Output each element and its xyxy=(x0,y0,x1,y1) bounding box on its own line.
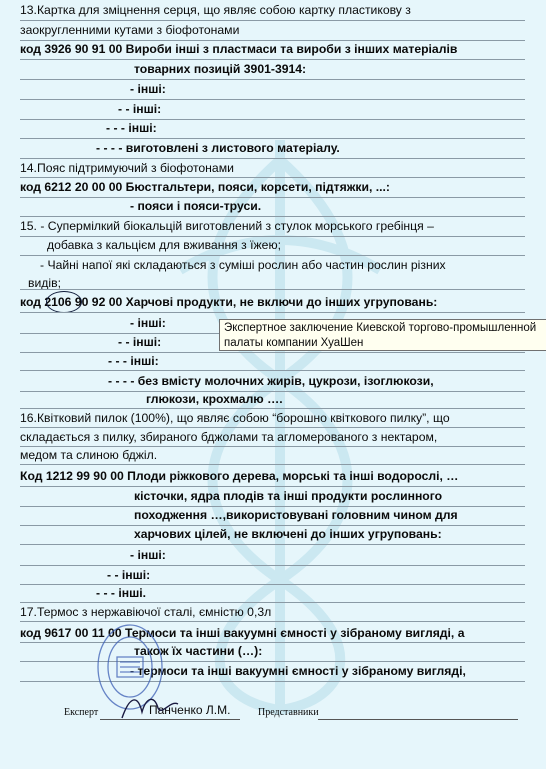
underline xyxy=(20,565,525,566)
underline xyxy=(20,427,525,428)
underline xyxy=(20,464,525,465)
underline xyxy=(20,352,525,353)
text-line: 16.Квітковий пилок (100%), що являє собою “борошно квіткового пилку”, що xyxy=(20,411,450,425)
underline xyxy=(20,197,525,198)
text-line: 15. - Супермілкий біокальцій виготовлений з стулок морського гребінця – xyxy=(20,219,434,233)
tooltip: Экспертное заключение Киевской торгово-промышленной палаты компании ХуаШен xyxy=(219,319,546,351)
code-line: походження …,використовувані головним чином для xyxy=(134,508,458,522)
signature-line xyxy=(318,719,518,720)
subitem-line: - інші: xyxy=(130,316,166,330)
text-line: - Чайні напої які складаються з суміші рослин або частин рослин різних xyxy=(40,258,446,272)
subitem-line: - пояси і пояси-труси. xyxy=(130,199,262,213)
handwritten-signature xyxy=(120,690,180,722)
underline xyxy=(20,446,525,447)
subitem-line: - - - - виготовлені з листового матеріалу. xyxy=(96,141,340,155)
handwritten-circle-mark xyxy=(46,291,82,313)
text-line: 14.Пояс підтримуючий з біофотонами xyxy=(20,161,234,175)
underline xyxy=(20,370,525,371)
code-line: код 6212 20 00 00 Бюстгальтери, пояси, корсети, підтяжки, ...: xyxy=(20,180,390,194)
subitem-line: - - інші: xyxy=(118,335,162,349)
underline xyxy=(20,177,525,178)
underline xyxy=(20,255,525,256)
text-line: медом та слиною бджіл. xyxy=(20,448,158,462)
subitem-line: - - - інші. xyxy=(96,586,147,600)
code-line: також їх частини (…): xyxy=(134,644,263,658)
underline xyxy=(20,216,525,217)
underline xyxy=(20,158,525,159)
representatives-label: Представники xyxy=(258,707,319,718)
code-line: код 3926 90 91 00 Вироби інші з пластмаси та вироби з інших матеріалів xyxy=(20,42,458,56)
subitem-line: - - - інші: xyxy=(108,354,159,368)
underline xyxy=(20,506,525,507)
underline xyxy=(20,236,525,237)
subitem-line: - - - - без вмісту молочних жирів, цукрози, ізоглюкози, xyxy=(108,374,434,388)
underline xyxy=(20,289,525,290)
expert-name: Панченко Л.М. xyxy=(149,703,231,717)
underline xyxy=(20,79,525,80)
underline xyxy=(20,408,525,409)
code-line: Код 1212 99 90 00 Плоди ріжкового дерева, морські та інші водорослі, … xyxy=(20,469,459,483)
expert-label: Експерт xyxy=(64,707,99,718)
text-line: 17.Термос з нержавіючої сталі, ємністю 0,3л xyxy=(20,605,272,619)
code-line: харчових цілей, не включені до інших угруповань: xyxy=(134,527,442,541)
text-line: складається з пилку, збираного бджолами та агломерованого з нектаром, xyxy=(20,430,438,444)
underline xyxy=(20,312,525,313)
subitem-line: - - - інші: xyxy=(106,121,157,135)
subitem-line: глюкози, крохмалю …. xyxy=(146,392,283,406)
subitem-line: - - інші: xyxy=(107,568,151,582)
code-line: товарних позицій 3901-3914: xyxy=(134,62,307,76)
underline xyxy=(20,544,525,545)
underline xyxy=(20,59,525,60)
underline xyxy=(20,20,525,21)
underline xyxy=(20,40,525,41)
underline xyxy=(20,138,525,139)
subitem-line: - інші: xyxy=(130,548,166,562)
code-line: код 9617 00 11 00 Термоси та інші вакуумні ємності у зібраному вигляді, а xyxy=(20,626,465,640)
text-line: заокругленними кутами з біофотонами xyxy=(20,23,240,37)
text-line: добавка з кальцієм для вживання з їжею; xyxy=(47,238,281,252)
code-line: кісточки, ядра плодів та інші продукти рослинного xyxy=(134,489,443,503)
underline xyxy=(20,602,525,603)
code-line: код 2106 90 92 00 Харчові продукти, не включи до інших угруповань: xyxy=(20,295,438,309)
underline xyxy=(20,486,525,487)
underline xyxy=(20,584,525,585)
text-line: 13.Картка для зміцнення серця, що являє собою картку пластикову з xyxy=(20,3,411,17)
underline xyxy=(20,99,525,100)
underline xyxy=(20,525,525,526)
subitem-line: - інші: xyxy=(130,82,166,96)
underline xyxy=(20,119,525,120)
text-line: видів; xyxy=(28,276,61,290)
subitem-line: - термоси та інші вакуумні ємності у зібраному вигляді, xyxy=(130,664,466,678)
subitem-line: - - інші: xyxy=(118,102,162,116)
